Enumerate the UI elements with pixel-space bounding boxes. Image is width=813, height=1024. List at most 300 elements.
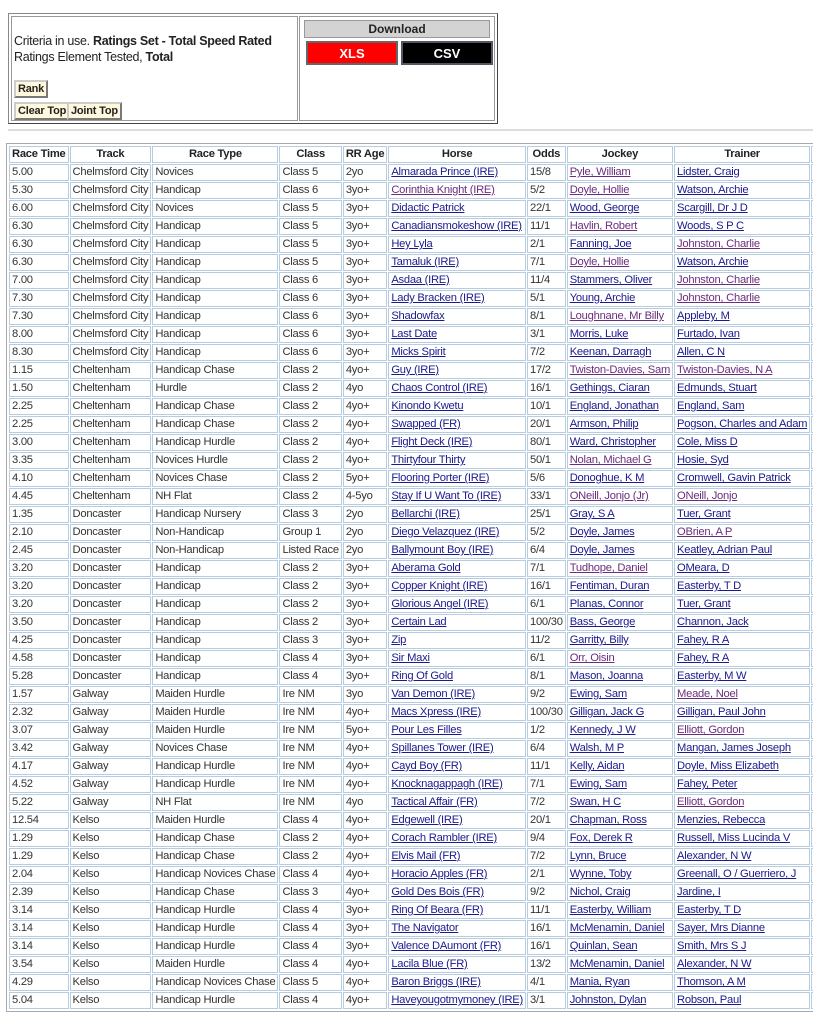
cell-trainer	[674, 992, 810, 1009]
trainer-link[interactable]: Twiston-Davies, N A	[677, 364, 773, 376]
cell-rr-age: 3yo+	[343, 326, 388, 343]
ratings-element: Total	[145, 50, 173, 64]
jockey-link[interactable]: Planas, Connor	[569, 598, 644, 610]
horse-link[interactable]: Elvis Mail (FR)	[391, 850, 461, 862]
cell-horse	[388, 326, 526, 343]
horse-link[interactable]: Glorious Angel (IRE)	[391, 598, 489, 610]
horse-link[interactable]: Flight Deck (IRE)	[391, 436, 473, 448]
horse-link[interactable]: Last Date	[391, 328, 437, 340]
trainer-link[interactable]: Robson, Paul	[677, 994, 742, 1006]
cell-horse	[388, 416, 526, 433]
cell-race-time: 3.14	[9, 902, 69, 919]
cell-race-time: 2.39	[9, 884, 69, 901]
trainer-link[interactable]: Meade, Noel	[677, 688, 738, 700]
cell-horse	[388, 902, 526, 919]
cell-rr-age: 3yo+	[343, 560, 388, 577]
cell-rr-age: 3yo	[343, 686, 388, 703]
trainer-link[interactable]: Easterby, T D	[677, 580, 741, 592]
cell-rr-age: 4yo+	[343, 740, 388, 757]
cell-horse	[388, 182, 526, 199]
jockey-link[interactable]: Doyle, Hollie	[569, 256, 630, 268]
jockey-link[interactable]: Wood, George	[569, 202, 640, 214]
jockey-link[interactable]: Walsh, M P	[569, 742, 624, 754]
cell-race-type: Handicap	[152, 290, 278, 307]
cell-jockey	[567, 740, 673, 757]
horse-link[interactable]: Swapped (FR)	[391, 418, 461, 430]
cell-jockey	[567, 434, 673, 451]
cell-rr-age: 3yo+	[343, 218, 388, 235]
cell-trainer	[674, 794, 810, 811]
horse-link[interactable]: Diego Velazquez (IRE)	[391, 526, 500, 538]
table-row	[9, 920, 813, 937]
cell-odds: 20/1	[527, 812, 566, 829]
trainer-link[interactable]: OBrien, A P	[677, 526, 733, 538]
jockey-link[interactable]: Wynne, Toby	[569, 868, 632, 880]
jockey-link[interactable]: McMenamin, Daniel	[569, 958, 665, 970]
jockey-link[interactable]: Chapman, Ross	[569, 814, 647, 826]
cell-track: Kelso	[70, 848, 152, 865]
cell-odds: 7/2	[527, 848, 566, 865]
trainer-link[interactable]: Fahey, R A	[677, 652, 730, 664]
trainer-link[interactable]: Woods, S P C	[677, 220, 744, 232]
horse-link[interactable]: Edgewell (IRE)	[391, 814, 463, 826]
trainer-link[interactable]: Easterby, T D	[677, 904, 741, 916]
cell-rr-age: 4yo+	[343, 452, 388, 469]
cell-trainer	[674, 974, 810, 991]
horse-link[interactable]: Asdaa (IRE)	[391, 274, 450, 286]
cell-odds: 22/1	[527, 200, 566, 217]
cell-horse	[388, 452, 526, 469]
jockey-link[interactable]: Pyle, William	[569, 166, 631, 178]
table-row	[9, 686, 813, 703]
cell-odds: 33/1	[527, 488, 566, 505]
cell-track: Galway	[70, 722, 152, 739]
cell-horse	[388, 308, 526, 325]
cell-odds: 11/1	[527, 758, 566, 775]
rank-button[interactable]: Rank	[14, 80, 48, 98]
jockey-link[interactable]: Keenan, Darragh	[569, 346, 652, 358]
jockey-link[interactable]: Young, Archie	[569, 292, 636, 304]
trainer-link[interactable]: Watson, Archie	[677, 256, 749, 268]
trainer-link[interactable]: Jardine, I	[677, 886, 721, 898]
horse-link[interactable]: Haveyougotmymoney (IRE)	[391, 994, 523, 1006]
horse-link[interactable]: Didactic Patrick	[391, 202, 465, 214]
jockey-link[interactable]: Bass, George	[569, 616, 636, 628]
cell-trainer	[674, 776, 810, 793]
cell-rr-age: 3yo+	[343, 614, 388, 631]
cell-jockey	[567, 164, 673, 181]
cell-class: Class 6	[279, 326, 341, 343]
jockey-link[interactable]: Morris, Luke	[569, 328, 629, 340]
trainer-link[interactable]: Menzies, Rebecca	[677, 814, 766, 826]
horse-link[interactable]: The Navigator	[391, 922, 459, 934]
cell-track: Cheltenham	[70, 380, 152, 397]
cell-jockey	[567, 794, 673, 811]
cell-horse	[388, 848, 526, 865]
horse-link[interactable]: Copper Knight (IRE)	[391, 580, 488, 592]
horse-link[interactable]: Tamaluk (IRE)	[391, 256, 459, 268]
cell-horse	[388, 542, 526, 559]
jockey-link[interactable]: Nolan, Michael G	[569, 454, 652, 466]
trainer-link[interactable]: Easterby, M W	[677, 670, 747, 682]
trainer-link[interactable]: Appleby, M	[677, 310, 730, 322]
trainer-link[interactable]: Sayer, Mrs Dianne	[677, 922, 765, 934]
cell-race-time: 2.04	[9, 866, 69, 883]
cell-class: Ire NM	[279, 794, 341, 811]
jockey-link[interactable]: Johnston, Dylan	[569, 994, 647, 1006]
horse-link[interactable]: Almarada Prince (IRE)	[391, 166, 498, 178]
cell-track: Chelmsford City	[70, 326, 152, 343]
table-row	[9, 830, 813, 847]
jockey-link[interactable]: Donoghue, K M	[569, 472, 645, 484]
cell-race-type: Handicap	[152, 308, 278, 325]
joint-top-button[interactable]: Joint Top	[67, 102, 122, 120]
cell-track: Doncaster	[70, 542, 152, 559]
trainer-link[interactable]: Tuer, Grant	[677, 508, 731, 520]
cell-race-time: 5.22	[9, 794, 69, 811]
jockey-link[interactable]: Ward, Christopher	[569, 436, 656, 448]
cell-race-time: 7.30	[9, 290, 69, 307]
trainer-link[interactable]: Johnston, Charlie	[677, 292, 760, 304]
jockey-link[interactable]: ONeill, Jonjo (Jr)	[569, 490, 649, 502]
cell-horse	[388, 560, 526, 577]
cell-rr-age: 4yo+	[343, 704, 388, 721]
cell-jockey	[567, 506, 673, 523]
table-header-row	[9, 146, 813, 163]
cell-trainer	[674, 344, 810, 361]
horse-link[interactable]: Zip	[391, 634, 407, 646]
table-row	[9, 992, 813, 1009]
cell-race-type: Novices Hurdle	[152, 452, 278, 469]
cell-race-type: Handicap Chase	[152, 830, 278, 847]
cell-odds: 25/1	[527, 506, 566, 523]
results-table	[8, 145, 813, 1010]
cell-race-time: 4.45	[9, 488, 69, 505]
cell-class: Class 5	[279, 236, 341, 253]
horse-link[interactable]: Lacila Blue (FR)	[391, 958, 468, 970]
cell-rr-age: 4yo+	[343, 848, 388, 865]
jockey-link[interactable]: Gethings, Ciaran	[569, 382, 650, 394]
cell-horse	[388, 218, 526, 235]
cell-trainer	[674, 362, 810, 379]
horse-link[interactable]: Lady Bracken (IRE)	[391, 292, 485, 304]
jockey-link[interactable]: Twiston-Davies, Sam	[569, 364, 671, 376]
trainer-link[interactable]: Fahey, Peter	[677, 778, 738, 790]
jockey-link[interactable]: Mason, Joanna	[569, 670, 643, 682]
table-row	[9, 956, 813, 973]
cell-class: Class 2	[279, 470, 341, 487]
horse-link[interactable]: Macs Xpress (IRE)	[391, 706, 481, 718]
cell-trainer	[674, 254, 810, 271]
trainer-link[interactable]: Scargill, Dr J D	[677, 202, 748, 214]
cell-rr-age: 4-5yo	[343, 488, 388, 505]
jockey-link[interactable]: Doyle, James	[569, 526, 635, 538]
trainer-link[interactable]: Edmunds, Stuart	[677, 382, 757, 394]
cell-horse	[388, 398, 526, 415]
cell-class: Class 2	[279, 362, 341, 379]
horse-link[interactable]: Shadowfax	[391, 310, 445, 322]
cell-class: Class 2	[279, 380, 341, 397]
cell-jockey	[567, 686, 673, 703]
cell-track: Doncaster	[70, 506, 152, 523]
clear-top-button[interactable]: Clear Top	[14, 102, 70, 120]
table-row	[9, 200, 813, 217]
cell-jockey	[567, 866, 673, 883]
horse-link[interactable]: Thirtyfour Thirty	[391, 454, 466, 466]
trainer-link[interactable]: Thomson, A M	[677, 976, 746, 988]
horse-link[interactable]: Bellarchi (IRE)	[391, 508, 460, 520]
trainer-link[interactable]: Russell, Miss Lucinda V	[677, 832, 791, 844]
horse-link[interactable]: Canadiansmokeshow (IRE)	[391, 220, 522, 232]
trainer-link[interactable]: England, Sam	[677, 400, 745, 412]
horse-link[interactable]: Stay If U Want To (IRE)	[391, 490, 502, 502]
trainer-link[interactable]: Pogson, Charles and Adam	[677, 418, 808, 430]
jockey-link[interactable]: Orr, Oisin	[569, 652, 615, 664]
trainer-link[interactable]: Alexander, N W	[677, 850, 752, 862]
cell-jockey	[567, 452, 673, 469]
cell-class: Class 4	[279, 812, 341, 829]
cell-odds: 50/1	[527, 452, 566, 469]
download-xls-button[interactable]: XLS	[306, 41, 398, 65]
horse-link[interactable]: Baron Briggs (IRE)	[391, 976, 481, 988]
horse-link[interactable]: Aberama Gold	[391, 562, 461, 574]
trainer-link[interactable]: OMeara, D	[677, 562, 730, 574]
cell-odds: 15/8	[527, 164, 566, 181]
horse-link[interactable]: Ring Of Beara (FR)	[391, 904, 484, 916]
horse-link[interactable]: Pour Les Filles	[391, 724, 462, 736]
jockey-link[interactable]: Nichol, Craig	[569, 886, 631, 898]
trainer-link[interactable]: Watson, Archie	[677, 184, 749, 196]
cell-rr-age: 5yo+	[343, 722, 388, 739]
cell-rr-age: 4yo+	[343, 812, 388, 829]
jockey-link[interactable]: Ewing, Sam	[569, 688, 627, 700]
jockey-link[interactable]: England, Jonathan	[569, 400, 659, 412]
cell-horse	[388, 920, 526, 937]
cell-race-type: Handicap Novices Chase	[152, 866, 278, 883]
cell-trainer	[674, 506, 810, 523]
horse-link[interactable]: Horacio Apples (FR)	[391, 868, 488, 880]
cell-race-type: Handicap	[152, 182, 278, 199]
trainer-link[interactable]: Gilligan, Paul John	[677, 706, 766, 718]
horse-link[interactable]: Corach Rambler (IRE)	[391, 832, 497, 844]
jockey-link[interactable]: Fentiman, Duran	[569, 580, 650, 592]
cell-trainer	[674, 938, 810, 955]
cell-jockey	[567, 182, 673, 199]
cell-race-time: 3.50	[9, 614, 69, 631]
cell-horse	[388, 488, 526, 505]
cell-track: Galway	[70, 704, 152, 721]
cell-race-time: 5.04	[9, 992, 69, 1009]
cell-race-time: 7.30	[9, 308, 69, 325]
trainer-link[interactable]: Mangan, James Joseph	[677, 742, 791, 754]
horse-link[interactable]: Kinondo Kwetu	[391, 400, 464, 412]
horse-link[interactable]: Spillanes Tower (IRE)	[391, 742, 494, 754]
horse-link[interactable]: Ring Of Gold	[391, 670, 453, 682]
cell-race-type: Maiden Hurdle	[152, 722, 278, 739]
cell-trainer	[674, 398, 810, 415]
trainer-link[interactable]: Allen, C N	[677, 346, 725, 358]
cell-rr-age: 3yo+	[343, 272, 388, 289]
cell-horse	[388, 524, 526, 541]
header-race-type: Race Type	[152, 146, 278, 163]
cell-jockey	[567, 416, 673, 433]
cell-odds: 11/4	[527, 272, 566, 289]
cell-track: Cheltenham	[70, 416, 152, 433]
horse-link[interactable]: Certain Lad	[391, 616, 447, 628]
trainer-link[interactable]: Channon, Jack	[677, 616, 749, 628]
jockey-link[interactable]: Garritty, Billy	[569, 634, 629, 646]
cell-jockey	[567, 722, 673, 739]
jockey-link[interactable]: Gilligan, Jack G	[569, 706, 645, 718]
header-race-time: Race Time	[9, 146, 69, 163]
horse-link[interactable]: Cayd Boy (FR)	[391, 760, 463, 772]
jockey-link[interactable]: Armson, Philip	[569, 418, 639, 430]
jockey-link[interactable]: Swan, H C	[569, 796, 621, 808]
trainer-link[interactable]: Alexander, N W	[677, 958, 752, 970]
download-csv-button[interactable]: CSV	[401, 41, 493, 65]
jockey-link[interactable]: Loughnane, Mr Billy	[569, 310, 664, 322]
cell-race-time: 6.00	[9, 200, 69, 217]
horse-link[interactable]: Flooring Porter (IRE)	[391, 472, 490, 484]
cell-race-type: Handicap	[152, 614, 278, 631]
jockey-link[interactable]: Doyle, Hollie	[569, 184, 630, 196]
table-row	[9, 596, 813, 613]
cell-class: Class 2	[279, 848, 341, 865]
trainer-link[interactable]: Lidster, Craig	[677, 166, 740, 178]
jockey-link[interactable]: Fanning, Joe	[569, 238, 632, 250]
cell-trainer	[674, 848, 810, 865]
jockey-link[interactable]: Gray, S A	[569, 508, 615, 520]
cell-race-type: Non-Handicap	[152, 524, 278, 541]
cell-jockey	[567, 326, 673, 343]
jockey-link[interactable]: Fox, Derek R	[569, 832, 633, 844]
cell-track: Cheltenham	[70, 398, 152, 415]
cell-rr-age: 3yo+	[343, 920, 388, 937]
cell-race-time: 3.20	[9, 596, 69, 613]
jockey-link[interactable]: Ewing, Sam	[569, 778, 627, 790]
cell-horse	[388, 362, 526, 379]
horse-link[interactable]: Guy (IRE)	[391, 364, 439, 376]
cell-track: Chelmsford City	[70, 218, 152, 235]
jockey-link[interactable]: Easterby, William	[569, 904, 652, 916]
cell-odds: 6/1	[527, 650, 566, 667]
jockey-link[interactable]: Mania, Ryan	[569, 976, 630, 988]
horse-link[interactable]: Ballymount Boy (IRE)	[391, 544, 494, 556]
trainer-link[interactable]: Cole, Miss D	[677, 436, 738, 448]
cell-track: Doncaster	[70, 650, 152, 667]
cell-trainer	[674, 200, 810, 217]
cell-track: Kelso	[70, 830, 152, 847]
cell-trainer	[674, 524, 810, 541]
cell-rr-age: 3yo+	[343, 650, 388, 667]
cell-rr-age: 3yo+	[343, 902, 388, 919]
jockey-link[interactable]: Stammers, Oliver	[569, 274, 653, 286]
trainer-link[interactable]: Cromwell, Gavin Patrick	[677, 472, 791, 484]
cell-jockey	[567, 560, 673, 577]
cell-trainer	[674, 416, 810, 433]
cell-odds: 16/1	[527, 578, 566, 595]
jockey-link[interactable]: Quinlan, Sean	[569, 940, 638, 952]
trainer-link[interactable]: ONeill, Jonjo	[677, 490, 738, 502]
cell-horse	[388, 470, 526, 487]
cell-track: Cheltenham	[70, 470, 152, 487]
cell-race-type: Novices	[152, 164, 278, 181]
table-row	[9, 488, 813, 505]
cell-race-time: 1.15	[9, 362, 69, 379]
cell-class: Class 4	[279, 920, 341, 937]
horse-link[interactable]: Gold Des Bois (FR)	[391, 886, 484, 898]
cell-class: Class 2	[279, 434, 341, 451]
trainer-link[interactable]: Fahey, R A	[677, 634, 730, 646]
cell-jockey	[567, 992, 673, 1009]
horse-link[interactable]: Hey Lyla	[391, 238, 433, 250]
trainer-link[interactable]: Furtado, Ivan	[677, 328, 740, 340]
criteria-cell	[11, 16, 298, 121]
trainer-link[interactable]: Elliott, Gordon	[677, 724, 745, 736]
horse-link[interactable]: Micks Spirit	[391, 346, 446, 358]
horse-link[interactable]: Van Demon (IRE)	[391, 688, 476, 700]
horse-link[interactable]: Knocknagappagh (IRE)	[391, 778, 503, 790]
header-class: Class	[279, 146, 341, 163]
trainer-link[interactable]: Doyle, Miss Elizabeth	[677, 760, 779, 772]
cell-race-time: 4.10	[9, 470, 69, 487]
cell-race-type: Maiden Hurdle	[152, 686, 278, 703]
jockey-link[interactable]: Havlin, Robert	[569, 220, 638, 232]
cell-class: Class 3	[279, 632, 341, 649]
jockey-link[interactable]: Lynn, Bruce	[569, 850, 627, 862]
horse-link[interactable]: Valence DAumont (FR)	[391, 940, 502, 952]
cell-track: Chelmsford City	[70, 272, 152, 289]
horse-link[interactable]: Tactical Affair (FR)	[391, 796, 478, 808]
cell-race-type: Handicap	[152, 218, 278, 235]
trainer-link[interactable]: Elliott, Gordon	[677, 796, 745, 808]
cell-class: Class 3	[279, 506, 341, 523]
cell-rr-age: 4yo+	[343, 830, 388, 847]
jockey-link[interactable]: McMenamin, Daniel	[569, 922, 665, 934]
horse-link[interactable]: Chaos Control (IRE)	[391, 382, 488, 394]
cell-track: Chelmsford City	[70, 290, 152, 307]
trainer-link[interactable]: Greenall, O / Guerriero, J	[677, 868, 797, 880]
cell-horse	[388, 632, 526, 649]
cell-class: Ire NM	[279, 758, 341, 775]
cell-rr-age: 2yo	[343, 542, 388, 559]
cell-odds: 6/1	[527, 596, 566, 613]
jockey-link[interactable]: Kelly, Aidan	[569, 760, 625, 772]
horse-link[interactable]: Corinthia Knight (IRE)	[391, 184, 495, 196]
cell-race-time: 1.57	[9, 686, 69, 703]
cell-rr-age: 4yo+	[343, 974, 388, 991]
jockey-link[interactable]: Doyle, James	[569, 544, 635, 556]
cell-horse	[388, 740, 526, 757]
cell-race-type: Handicap Nursery	[152, 506, 278, 523]
jockey-link[interactable]: Tudhope, Daniel	[569, 562, 648, 574]
trainer-link[interactable]: Hosie, Syd	[677, 454, 729, 466]
trainer-link[interactable]: Tuer, Grant	[677, 598, 731, 610]
cell-trainer	[674, 218, 810, 235]
horse-link[interactable]: Sir Maxi	[391, 652, 430, 664]
cell-jockey	[567, 470, 673, 487]
cell-trainer	[674, 164, 810, 181]
cell-race-time: 2.32	[9, 704, 69, 721]
jockey-link[interactable]: Kennedy, J W	[569, 724, 636, 736]
trainer-link[interactable]: Keatley, Adrian Paul	[677, 544, 772, 556]
trainer-link[interactable]: Johnston, Charlie	[677, 274, 760, 286]
table-row	[9, 218, 813, 235]
cell-race-type: Handicap	[152, 272, 278, 289]
trainer-link[interactable]: Johnston, Charlie	[677, 238, 760, 250]
cell-track: Kelso	[70, 866, 152, 883]
trainer-link[interactable]: Smith, Mrs S J	[677, 940, 747, 952]
